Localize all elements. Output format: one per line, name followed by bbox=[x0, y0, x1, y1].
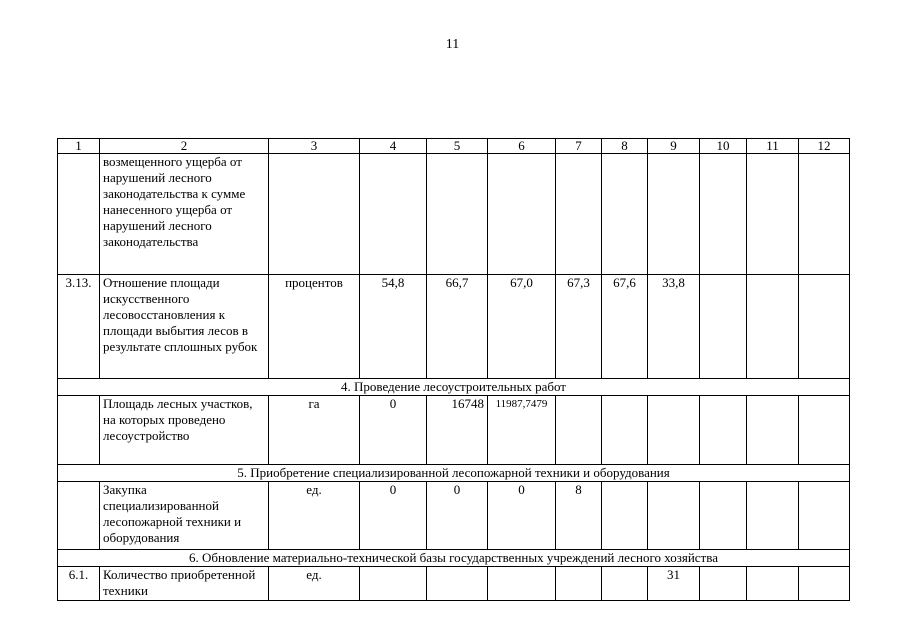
value-cell bbox=[360, 154, 427, 275]
column-header: 8 bbox=[602, 139, 648, 154]
table-row bbox=[58, 396, 850, 465]
indicator-name: Количество приобретенной техники bbox=[100, 567, 269, 601]
value-cell bbox=[427, 567, 488, 601]
value-cell bbox=[799, 482, 850, 550]
column-header: 9 bbox=[648, 139, 700, 154]
table-row bbox=[58, 154, 850, 275]
value-cell bbox=[556, 567, 602, 601]
value-cell bbox=[648, 482, 700, 550]
column-header: 5 bbox=[427, 139, 488, 154]
row-index: 6.1. bbox=[58, 567, 100, 601]
column-header: 12 bbox=[799, 139, 850, 154]
value-cell: 0 bbox=[360, 396, 427, 465]
section-title: 4. Проведение лесоустроительных работ bbox=[58, 379, 850, 396]
value-cell bbox=[556, 154, 602, 275]
value-cell: 8 bbox=[556, 482, 602, 550]
value-cell bbox=[700, 396, 747, 465]
column-header: 6 bbox=[488, 139, 556, 154]
value-cell bbox=[799, 154, 850, 275]
value-cell: 16748 bbox=[427, 396, 488, 465]
value-cell bbox=[427, 154, 488, 275]
value-cell bbox=[648, 154, 700, 275]
value-cell bbox=[747, 275, 799, 379]
value-cell: 33,8 bbox=[648, 275, 700, 379]
value-cell bbox=[747, 567, 799, 601]
column-header: 11 bbox=[747, 139, 799, 154]
value-cell bbox=[799, 396, 850, 465]
row-index: 3.13. bbox=[58, 275, 100, 379]
value-cell: 0 bbox=[360, 482, 427, 550]
value-cell: 67,0 bbox=[488, 275, 556, 379]
section-row bbox=[58, 465, 850, 482]
section-row bbox=[58, 379, 850, 396]
row-index bbox=[58, 396, 100, 465]
value-cell bbox=[747, 482, 799, 550]
value-cell bbox=[700, 567, 747, 601]
value-cell bbox=[648, 396, 700, 465]
value-cell: 54,8 bbox=[360, 275, 427, 379]
table-row bbox=[58, 482, 850, 550]
value-cell bbox=[488, 567, 556, 601]
column-header: 3 bbox=[269, 139, 360, 154]
row-index bbox=[58, 154, 100, 275]
unit-cell bbox=[269, 154, 360, 275]
value-cell: 67,6 bbox=[602, 275, 648, 379]
value-cell bbox=[602, 154, 648, 275]
value-cell bbox=[602, 567, 648, 601]
value-cell bbox=[747, 396, 799, 465]
value-cell bbox=[799, 275, 850, 379]
value-cell: 11987,7479 bbox=[488, 396, 556, 465]
column-header: 7 bbox=[556, 139, 602, 154]
unit-cell: ед. bbox=[269, 482, 360, 550]
column-header: 4 bbox=[360, 139, 427, 154]
section-row bbox=[58, 550, 850, 567]
indicator-name: Площадь лесных участков, на которых проведено лесоустройство bbox=[100, 396, 269, 465]
column-number-row bbox=[58, 139, 850, 154]
value-cell: 31 bbox=[648, 567, 700, 601]
value-cell bbox=[700, 154, 747, 275]
value-cell bbox=[747, 154, 799, 275]
unit-cell: процентов bbox=[269, 275, 360, 379]
column-header: 10 bbox=[700, 139, 747, 154]
table-row bbox=[58, 275, 850, 379]
value-cell bbox=[602, 482, 648, 550]
value-cell: 0 bbox=[488, 482, 556, 550]
page-number: 11 bbox=[445, 37, 460, 52]
table-row bbox=[58, 567, 850, 601]
section-title: 6. Обновление материально-технической базы государственных учреждений лесного хозяйства bbox=[58, 550, 850, 567]
indicator-name: возмещенного ущерба от нарушений лесного законодательства к сумме нанесенного ущерба от нарушений лесного законодательства bbox=[100, 154, 269, 275]
value-cell bbox=[700, 482, 747, 550]
value-cell: 67,3 bbox=[556, 275, 602, 379]
section-title: 5. Приобретение специализированной лесопожарной техники и оборудования bbox=[58, 465, 850, 482]
value-cell bbox=[556, 396, 602, 465]
indicators-table bbox=[57, 138, 850, 601]
value-cell: 66,7 bbox=[427, 275, 488, 379]
value-cell bbox=[799, 567, 850, 601]
unit-cell: ед. bbox=[269, 567, 360, 601]
indicator-name: Закупка специализированной лесопожарной техники и оборудования bbox=[100, 482, 269, 550]
indicator-name: Отношение площади искусственного лесовосстановления к площади выбытия лесов в результате сплошных рубок bbox=[100, 275, 269, 379]
value-cell bbox=[700, 275, 747, 379]
column-header: 2 bbox=[100, 139, 269, 154]
unit-cell: га bbox=[269, 396, 360, 465]
value-cell bbox=[360, 567, 427, 601]
value-cell bbox=[488, 154, 556, 275]
column-header: 1 bbox=[58, 139, 100, 154]
row-index bbox=[58, 482, 100, 550]
value-cell: 0 bbox=[427, 482, 488, 550]
value-cell bbox=[602, 396, 648, 465]
